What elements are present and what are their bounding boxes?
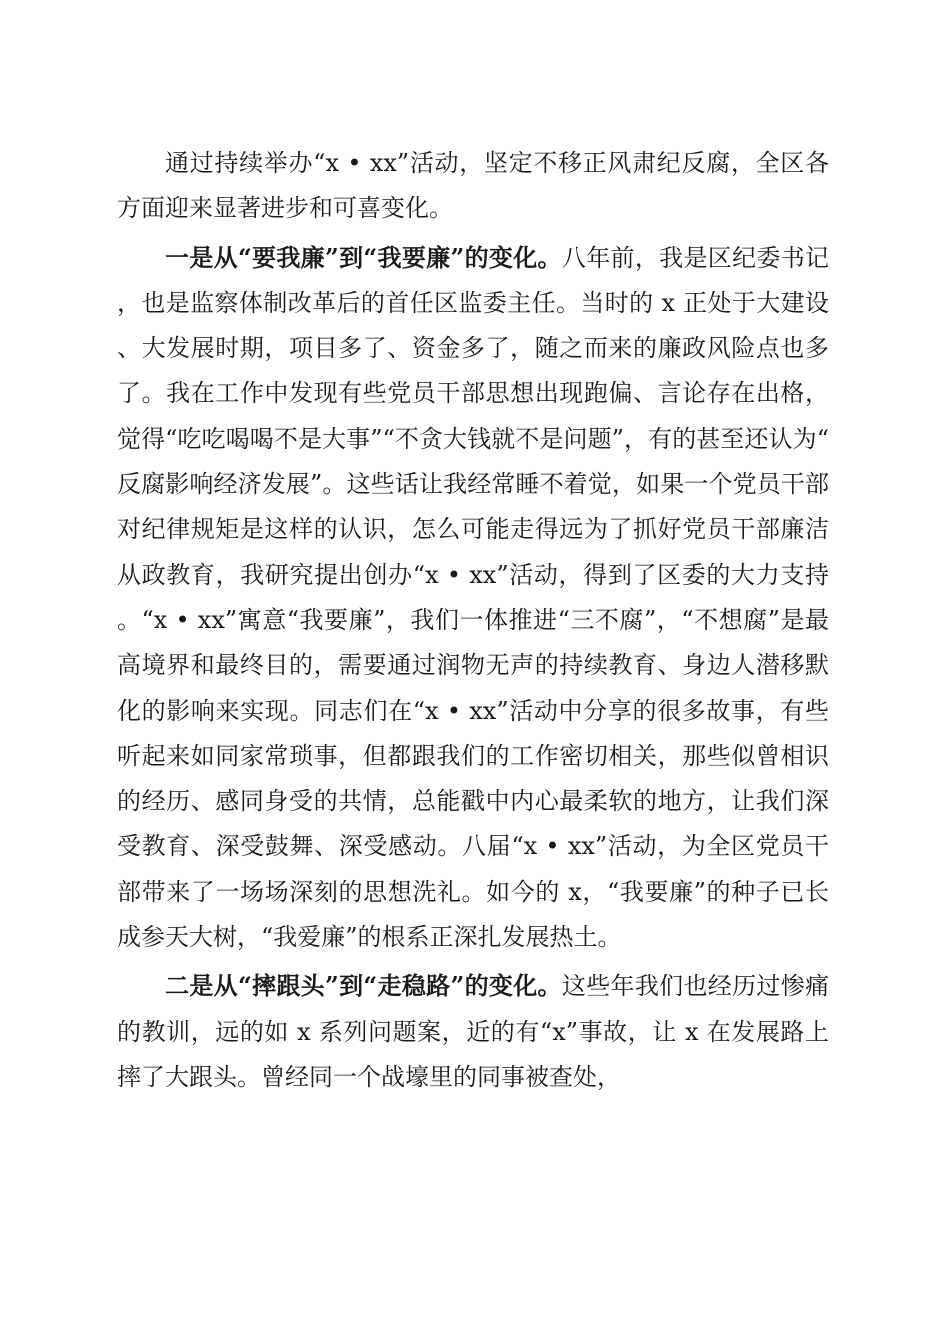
paragraph-point-two-lead: 二是从“摔跟头”到“走稳路”的变化。 bbox=[165, 971, 562, 1001]
paragraph-intro bbox=[117, 140, 829, 232]
paragraph-point-one-lead: 一是从“要我廉”到“我要廉”的变化。 bbox=[165, 242, 562, 272]
paragraph-point-two bbox=[117, 963, 829, 1100]
document-body bbox=[117, 140, 829, 1100]
paragraph-point-two-text: 这些年我们也经历过惨痛的教训，远的如 x 系列问题案，近的有“x”事故，让 x 在发展路上摔了大跟头。曾经同一个战壕里的同事被查处， bbox=[117, 972, 830, 1091]
paragraph-intro-text: 通过持续举办“x • xx”活动，坚定不移正风肃纪反腐，全区各方面迎来显著进步和可喜变化。 bbox=[117, 149, 829, 223]
paragraph-point-one bbox=[117, 235, 829, 961]
paragraph-point-one-text: 八年前，我是区纪委书记，也是监察体制改革后的首任区监委主任。当时的 x 正处于大建设、大发展时期，项目多了、资金多了，随之而来的廉政风险点也多了。我在工作中发现有些党员干部思想出现跑偏、言论存在出格，觉得“吃吃喝喝不是大事”“不贪大钱就不是问题”，有的甚至还认为“反腐影响经济发展”。这些话让我经常睡不着觉，如果一个党员干部对纪律规矩是这样的认识，怎么可能走得远为了抓好党员干部廉洁从政教育，我研究提出创办“x • xx”活动，得到了区委的大力支持。“x • xx”寓意“我要廉”，我们一体推进“三不腐”，“不想腐”是最高境界和最终目的，需要通过润物无声的持续教育、身边人潜移默化的影响来实现。同志们在“x • xx”活动中分享的很多故事，有些听起来如同家常琐事，但都跟我们的工作密切相关，那些似曾相识的经历、感同身受的共情，总能戳中内心最柔软的地方，让我们深受教育、深受鼓舞、深受感动。八届“x • xx”活动，为全区党员干部带来了一场场深刻的思想洗礼。如今的 x，“我要廉”的种子已长成参天大树，“我爱廉”的根系正深扎发展热土。 bbox=[117, 243, 830, 952]
